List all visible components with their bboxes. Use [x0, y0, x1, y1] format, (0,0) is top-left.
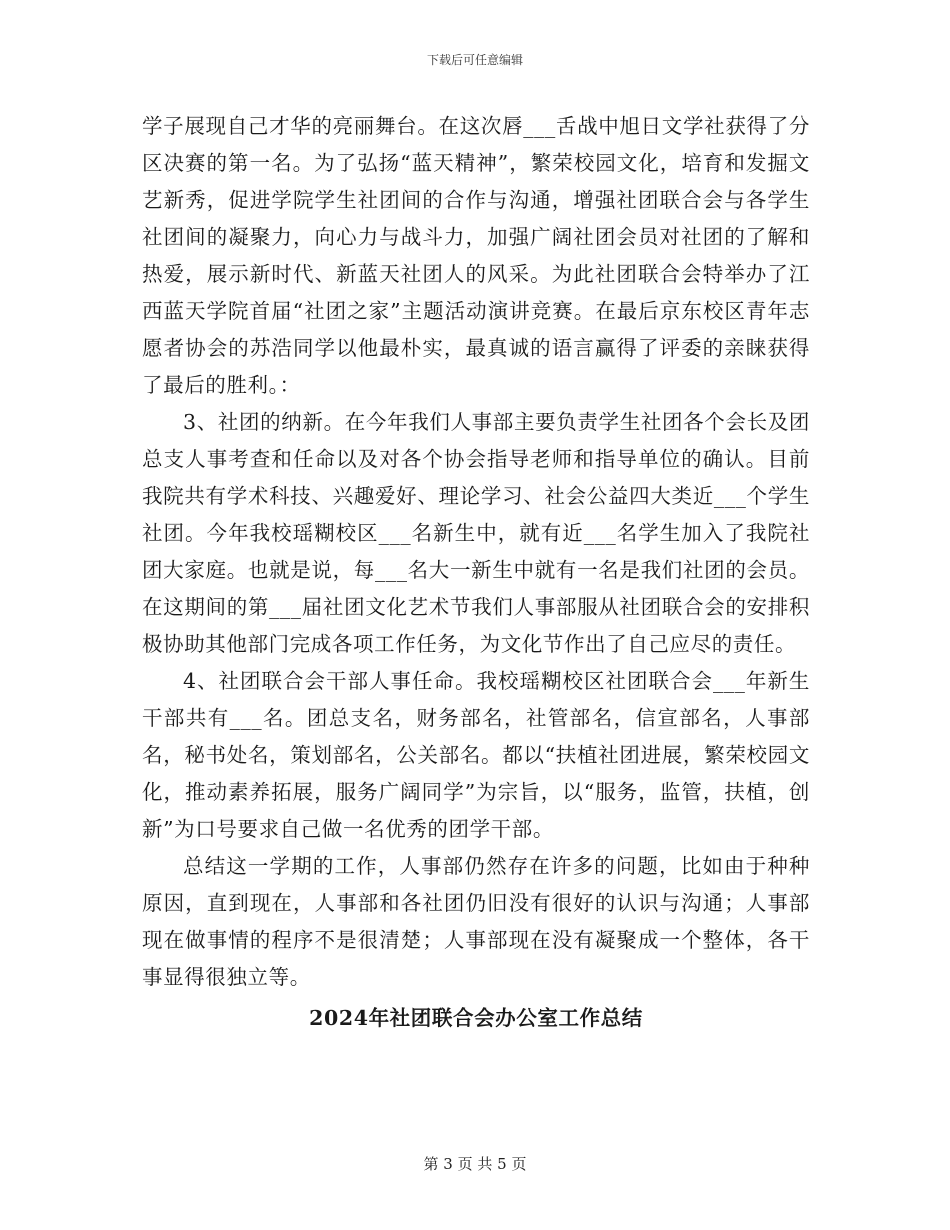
- document-body: [142, 108, 810, 1037]
- paragraph-continuation: 学子展现自己才华的亮丽舞台。在这次唇___舌战中旭日文学社获得了分区决赛的第一名。为了弘扬“蓝天精神”，繁荣校园文化，培育和发掘文艺新秀，促进学院学生社团间的合作与沟通，增强社团联合会与各学生社团间的凝聚力，向心力与战斗力，加强广阔社团会员对社团的了解和热爱，展示新时代、新蓝天社团人的风采。为此社团联合会特举办了江西蓝天学院首届“社团之家”主题活动演讲竞赛。在最后京东校区青年志愿者协会的苏浩同学以他最朴实，最真诚的语言赢得了评委的亲睐获得了最后的胜利。：: [142, 114, 810, 397]
- paragraph-summary: 总结这一学期的工作，人事部仍然存在许多的问题，比如由于种种原因，直到现在，人事部和各社团仍旧没有很好的认识与沟通；人事部现在做事情的程序不是很清楚；人事部现在没有凝聚成一个整体，各干事显得很独立等。: [142, 854, 810, 989]
- next-section-title: 2024年社团联合会办公室工作总结: [309, 1006, 643, 1030]
- page-header-note: 下载后可任意编辑: [426, 53, 523, 67]
- paragraph-appointments: 4、社团联合会干部人事任命。我校瑶糊校区社团联合会___年新生干部共有___名。团总支名，财务部名，社管部名，信宣部名，人事部名，秘书处名，策划部名，公关部名。都以“扶植社团进展，繁荣校园文化，推动素养拓展，服务广阔同学”为宗旨，以“服务，监管，扶植，创新”为口号要求自己做一名优秀的团学干部。: [142, 669, 810, 841]
- paragraph-recruitment: 3、社团的纳新。在今年我们人事部主要负责学生社团各个会长及团总支人事考查和任命以及对各个协会指导老师和指导单位的确认。目前我院共有学术科技、兴趣爱好、理论学习、社会公益四大类近___个学生社团。今年我校瑶糊校区___名新生中，就有近___名学生加入了我院社团大家庭。也就是说，每___名大一新生中就有一名是我们社团的会员。在这期间的第___届社团文化艺术节我们人事部服从社团联合会的安排积极协助其他部门完成各项工作任务，为文化节作出了自己应尽的责任。: [142, 410, 810, 656]
- page-number: 第 3 页 共 5 页: [423, 1155, 527, 1173]
